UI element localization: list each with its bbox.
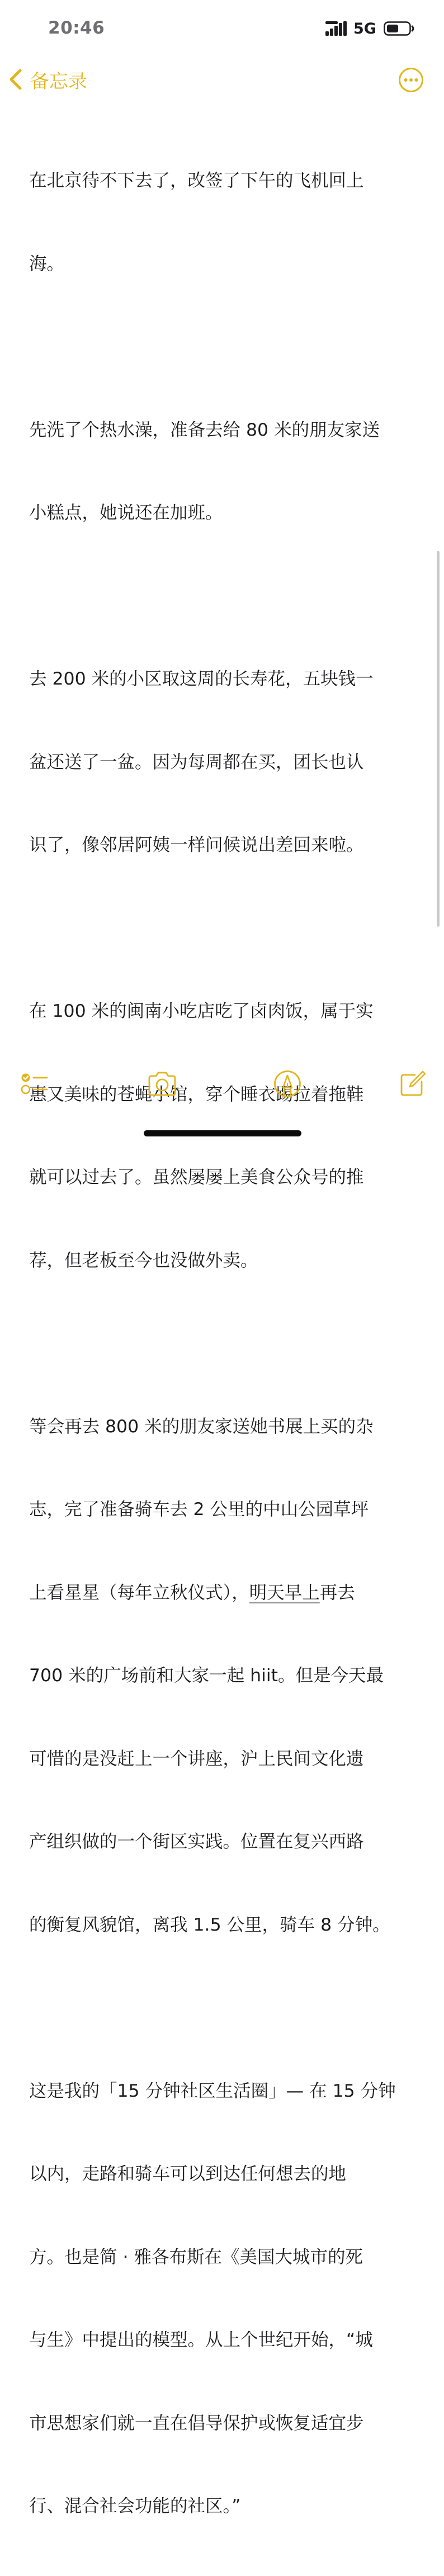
- bottom-toolbar: [0, 1063, 444, 1107]
- signal-bars-icon: [325, 21, 348, 36]
- note-paragraph: [29, 1358, 421, 1995]
- note-paragraph: [29, 112, 421, 333]
- note-paragraph: [29, 2022, 421, 2576]
- back-label: 备忘录: [30, 70, 87, 93]
- camera-icon[interactable]: [147, 1069, 178, 1098]
- network-type-label: 5G: [353, 20, 376, 37]
- back-button[interactable]: [8, 64, 87, 95]
- text-line: [29, 1579, 421, 1607]
- text-line: 盆还送了一盆。因为每周都在买，团长也认: [29, 752, 364, 772]
- text-line: 行、混合社会功能的社区。”: [29, 2496, 241, 2516]
- note-paragraph: [29, 361, 421, 583]
- text-line: 在北京待不下去了，改签了下午的飞机回上: [29, 171, 364, 191]
- text-line: 可惜的是没赶上一个讲座，沪上民间文化遗: [29, 1748, 364, 1769]
- text-line: 先洗了个热水澡，准备去给 80 米的朋友家送: [29, 419, 380, 440]
- text-line: 去 200 米的小区取这周的长寿花，五块钱一: [29, 669, 374, 689]
- text-line: 市思想家们就一直在倡导保护或恢复适宜步: [29, 2413, 364, 2433]
- text-line: 等会再去 800 米的朋友家送她书展上买的杂: [29, 1416, 374, 1437]
- text-segment: 再去: [319, 1582, 355, 1603]
- text-line: 这是我的「15 分钟社区生活圈」— 在 15 分钟: [29, 2080, 396, 2101]
- text-line: 海。: [29, 253, 65, 274]
- text-line: 方。也是简 · 雅各布斯在《美国大城市的死: [29, 2247, 363, 2267]
- text-line: 惠又美味的苍蝇小馆，穿个睡衣踢拉着拖鞋: [29, 1084, 364, 1105]
- text-line: 产组织做的一个街区实践。位置在复兴西路: [29, 1832, 364, 1852]
- chevron-left-icon: [8, 68, 23, 91]
- status-time: 20:46: [48, 18, 105, 38]
- text-line: 的衡复风貌馆，离我 1.5 公里，骑车 8 分钟。: [29, 1914, 390, 1935]
- text-line: 700 米的广场前和大家一起 hiit。但是今天最: [29, 1666, 384, 1686]
- navigation-bar: [0, 59, 444, 100]
- text-line: 以内，走路和骑车可以到达任何想去的地: [29, 2164, 347, 2184]
- underlined-phrase: 明天早上: [249, 1582, 320, 1603]
- ellipsis-circle-icon[interactable]: [398, 67, 424, 93]
- note-paragraph: [29, 610, 421, 915]
- text-line: 识了，像邻居阿姨一样问候说出差回来啦。: [29, 835, 364, 855]
- battery-icon: [384, 21, 415, 36]
- text-line: 就可以过去了。虽然屡屡上美食公众号的推: [29, 1167, 364, 1187]
- text-line: 与生》中提出的模型。从上个世纪开始，“城: [29, 2330, 373, 2350]
- markup-pen-icon[interactable]: [273, 1069, 302, 1098]
- home-indicator[interactable]: [144, 1130, 301, 1136]
- text-line: 小糕点，她说还在加班。: [29, 503, 223, 523]
- status-bar: [0, 0, 444, 56]
- note-text-view[interactable]: [29, 112, 421, 2576]
- text-line: 在 100 米的闽南小吃店吃了卤肉饭，属于实: [29, 1001, 374, 1021]
- text-line: 荐，但老板至今也没做外卖。: [29, 1250, 258, 1271]
- scroll-indicator[interactable]: [437, 551, 440, 927]
- text-line: 志，完了准备骑车去 2 公里的中山公园草坪: [29, 1499, 369, 1520]
- text-segment: 上看星星（每年立秋仪式），: [29, 1582, 249, 1603]
- compose-icon[interactable]: [398, 1069, 427, 1098]
- checklist-icon[interactable]: [20, 1069, 49, 1098]
